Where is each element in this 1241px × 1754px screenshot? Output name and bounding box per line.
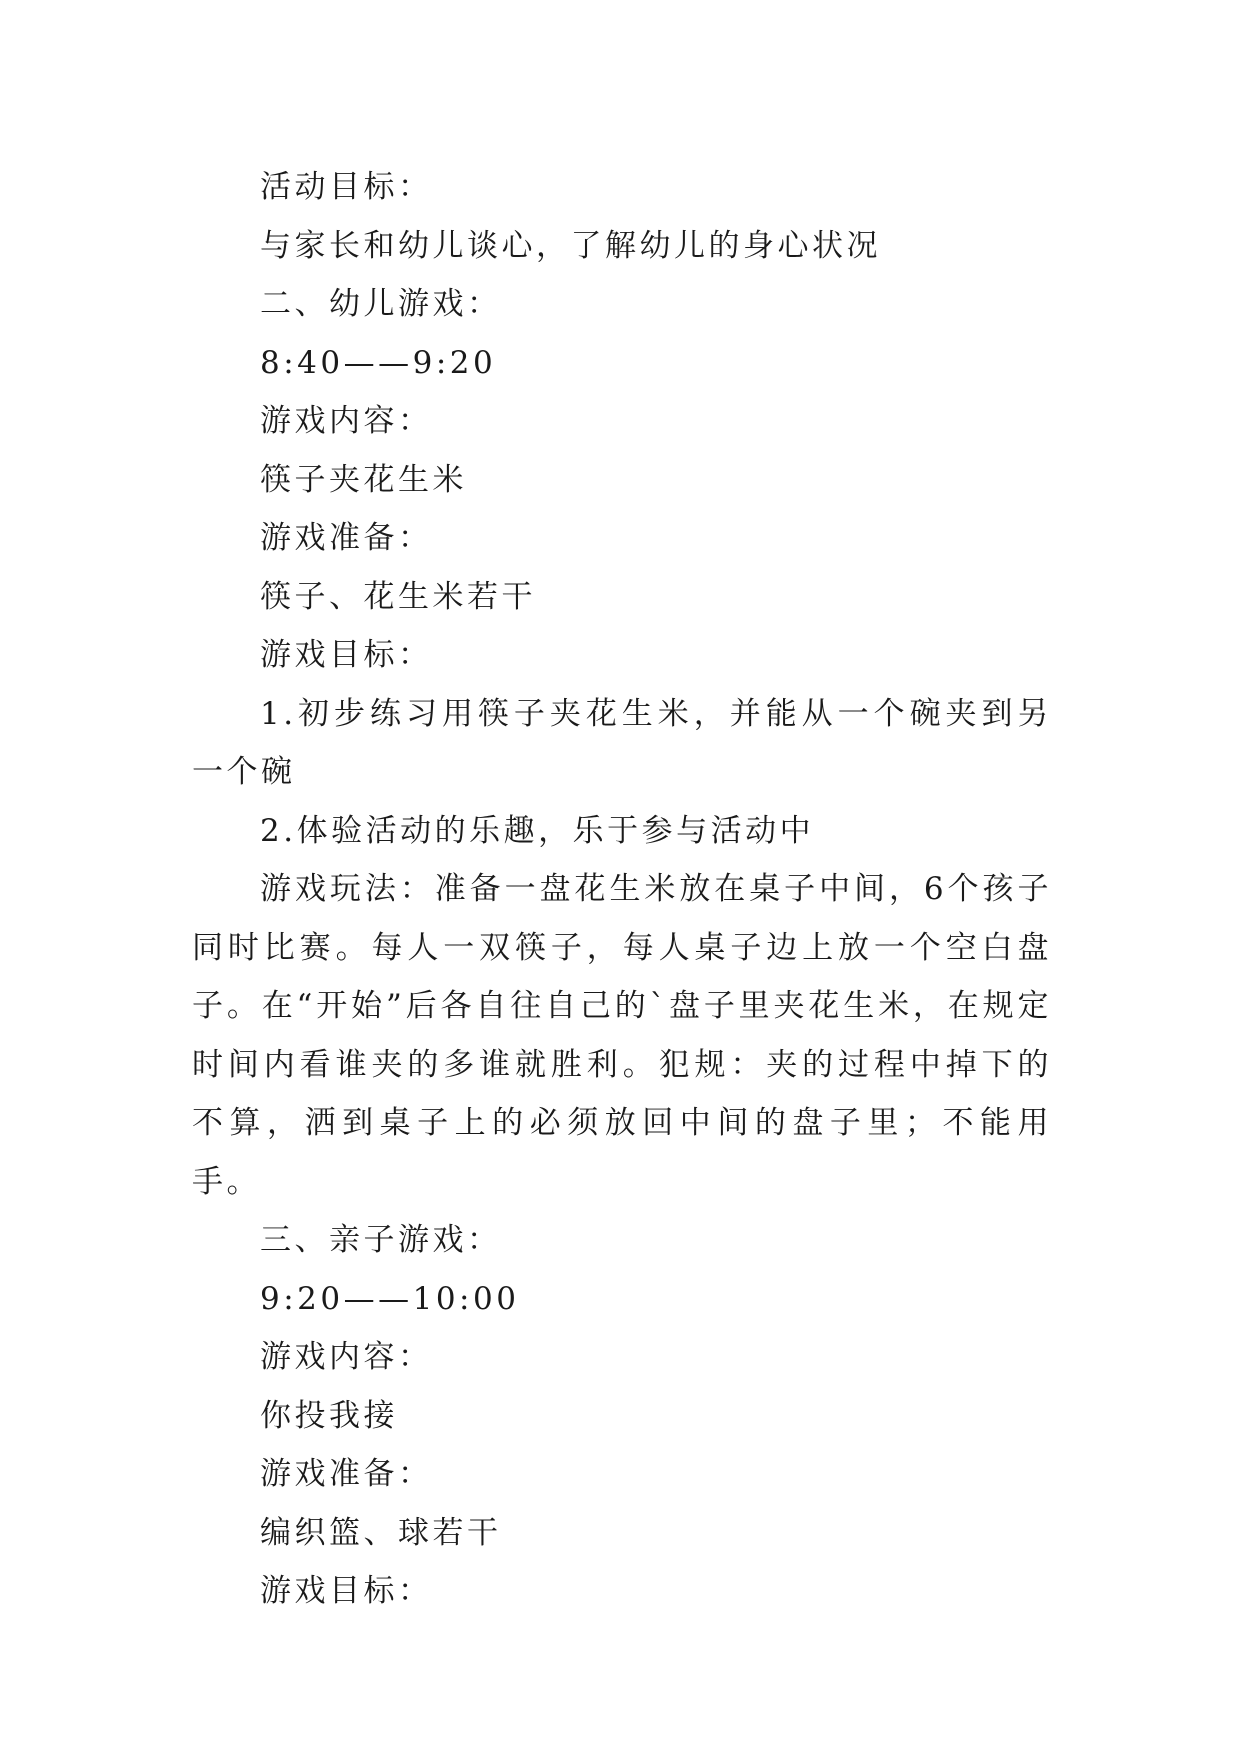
paragraph-game-goal-heading-2: 游戏目标： [260, 1573, 433, 1609]
paragraph-game-prep-2: 编织篮、球若干 [260, 1514, 502, 1551]
paragraph-section-three-heading: 三、亲子游戏： [260, 1222, 502, 1258]
paragraph-game-prep-heading-2: 游戏准备： [260, 1456, 433, 1492]
paragraph-game-content-2: 你投我接 [260, 1397, 398, 1434]
paragraph-section-two-heading: 二、幼儿游戏： [260, 286, 502, 322]
paragraph-time-two: 9:20——10:00 [260, 1280, 520, 1317]
paragraph-game-goal-heading: 游戏目标： [260, 637, 433, 673]
paragraph-game-goal-two: 2.体验活动的乐趣，乐于参与活动中 [260, 812, 815, 849]
document-body [192, 158, 1052, 1621]
paragraph-time-one: 8:40——9:20 [260, 344, 497, 381]
paragraph-activity-goal: 与家长和幼儿谈心，了解幼儿的身心状况 [260, 227, 881, 264]
paragraph-game-prep: 筷子、花生米若干 [260, 578, 536, 615]
paragraph-game-goal-one: 1.初步练习用筷子夹花生米，并能从一个碗夹到另一个碗 [192, 695, 1052, 790]
paragraph-game-rules: 游戏玩法：准备一盘花生米放在桌子中间，6个孩子同时比赛。每人一双筷子，每人桌子边上放一个空白盘子。在“开始”后各自往自己的`盘子里夹花生米，在规定时间内看谁夹的多谁就胜利。犯规：夹的过程中掉下的不算，洒到桌子上的必须放回中间的盘子里；不能用手。 [192, 871, 1052, 1200]
paragraph-game-content-heading: 游戏内容： [260, 403, 433, 439]
paragraph-activity-goal-heading: 活动目标： [260, 169, 433, 205]
paragraph-game-prep-heading: 游戏准备： [260, 520, 433, 556]
paragraph-game-content: 筷子夹花生米 [260, 461, 467, 498]
paragraph-game-content-heading-2: 游戏内容： [260, 1339, 433, 1375]
